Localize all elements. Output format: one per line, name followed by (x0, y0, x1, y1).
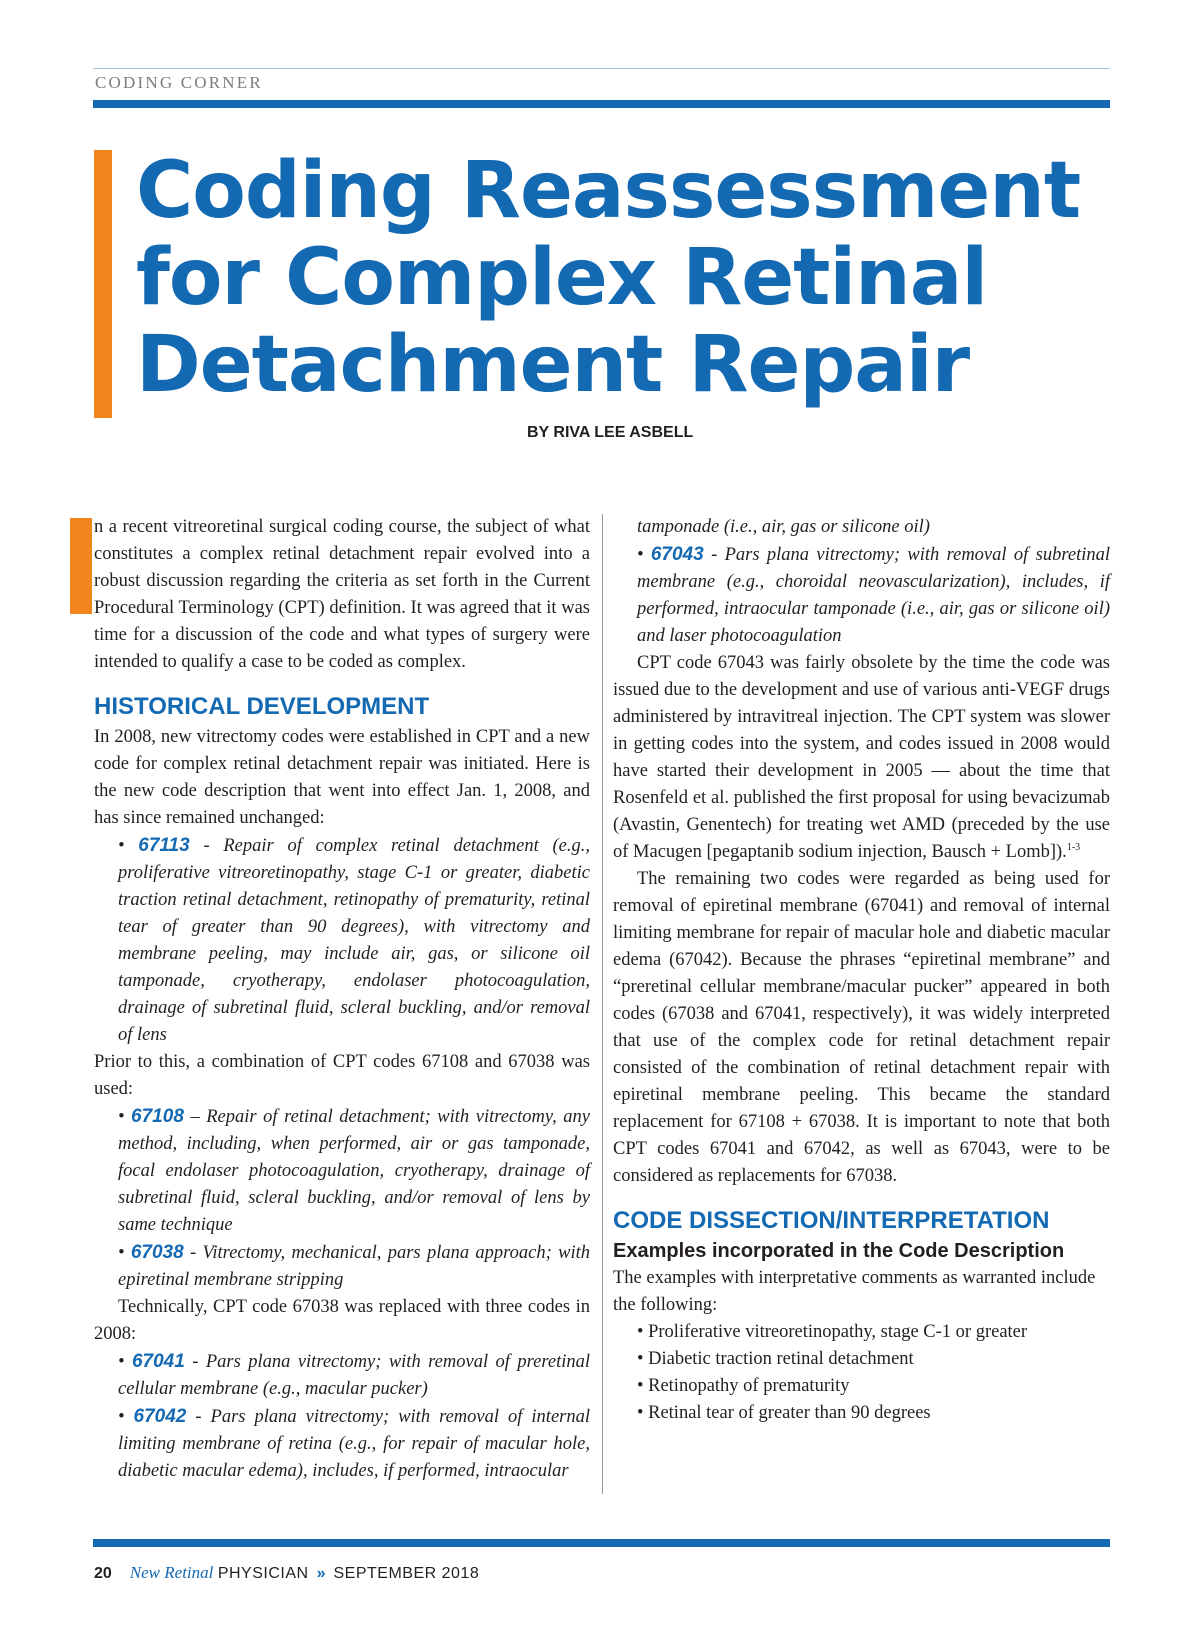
intro-paragraph: n a recent vitreoretinal surgical coding course, the subject of what constitutes a complex retinal detachment repair evolved into a robust discussion regarding the criteria as set forth in the Current Procedural Terminology (CPT) definition. It was agreed that it was time for a discussion of the code and what types of surgery were intended to qualify a case to be coded as complex. (94, 517, 590, 672)
header-thick-rule (93, 100, 1110, 108)
list-item: • Retinal tear of greater than 90 degrees (637, 1400, 1110, 1427)
code-entry-continuation: tamponade (i.e., air, gas or silicone oil) (637, 517, 930, 537)
subheading-examples: Examples incorporated in the Code Description (613, 1240, 1065, 1262)
left-column (94, 514, 590, 1485)
page-number: 20 (94, 1565, 112, 1582)
paragraph: The remaining two codes were regarded as being used for removal of epiretinal membrane (67041) and removal of internal limiting membrane for repair of macular hole and diabetic macular edema (67042). Because the phrases “epiretinal membrane” and “preretinal cellular membrane/macular pucker” appeared in both codes (67038 and 67041, respectively), it was widely interpreted that use of the complex code for retinal detachment repair consisted of the combination of retinal detachment repair with epiretinal membrane peeling. This became the standard replacement for 67108 + 67038. It is important to note that both CPT codes 67041 and 67042, as well as 67043, were to be considered as replacements for 67038. (613, 869, 1110, 1186)
code-number: 67043 (650, 544, 704, 565)
issue-date: SEPTEMBER 2018 (333, 1565, 480, 1582)
paragraph: Technically, CPT code 67038 was replaced with three codes in 2008: (94, 1297, 590, 1344)
magazine-name-caps: PHYSICIAN (217, 1565, 309, 1582)
section-label: CODING CORNER (95, 73, 263, 92)
code-number: 67042 (133, 1406, 187, 1427)
code-entry-67042: • 67042 - Pars plana vitrectomy; with removal of internal limiting membrane of retina (e.g., for repair of macular hole, diabetic macular edema), includes, if performed, intraocular (118, 1406, 590, 1481)
title-line-3: Detachment Repair (136, 320, 970, 410)
code-number: 67108 (131, 1106, 184, 1127)
code-number: 67113 (138, 835, 190, 856)
list-item: • Proliferative vitreoretinopathy, stage C-1 or greater (637, 1319, 1110, 1346)
separator-icon: » (316, 1565, 326, 1582)
paragraph: Prior to this, a combination of CPT codes 67108 and 67038 was used: (94, 1052, 590, 1099)
code-number: 67041 (131, 1351, 185, 1372)
heading-code-dissection: CODE DISSECTION/INTERPRETATION (613, 1207, 1050, 1234)
page-footer (94, 1563, 479, 1583)
code-entry-67108: • 67108 – Repair of retinal detachment; with vitrectomy, any method, including, when performed, air or gas tamponade, focal endolaser photocoagulation, cryotherapy, drainage of subretinal fluid, scleral buckling, and/or removal of lens by same technique (118, 1106, 590, 1235)
title-line-1: Coding Reassessment (136, 146, 1081, 236)
list-item: • Retinopathy of prematurity (637, 1373, 1110, 1400)
code-entry-67041: • 67041 - Pars plana vitrectomy; with removal of preretinal cellular membrane (e.g., macular pucker) (118, 1351, 590, 1399)
examples-list (613, 1319, 1110, 1427)
reference-superscript: 1-3 (1066, 841, 1081, 853)
magazine-name-italic: New Retinal (129, 1563, 214, 1582)
paragraph: The examples with interpretative comments as warranted include the following: (613, 1268, 1096, 1315)
code-entry-67043: • 67043 - Pars plana vitrectomy; with removal of subretinal membrane (e.g., choroidal neovascularization), includes, if performed, intraocular tamponade (i.e., air, gas or silicone oil) and laser photocoagulation (637, 544, 1110, 646)
list-item: • Diabetic traction retinal detachment (637, 1346, 1110, 1373)
footer-rule (93, 1539, 1110, 1547)
header-top-rule (93, 68, 1110, 69)
paragraph: In 2008, new vitrectomy codes were established in CPT and a new code for complex retinal detachment repair was initiated. Here is the new code description that went into effect Jan. 1, 2008, and has since remained unchanged: (94, 727, 590, 828)
code-number: 67038 (130, 1242, 184, 1263)
heading-historical-development: HISTORICAL DEVELOPMENT (94, 693, 430, 720)
title-line-2: for Complex Retinal (136, 233, 988, 323)
paragraph: CPT code 67043 was fairly obsolete by the time the code was issued due to the development and use of various anti-VEGF drugs administered by intravitreal injection. The CPT system was slower in getting codes into the system, and codes issued in 2008 would have started their development in 2005 — about the time that Rosenfeld et al. published the first proposal for using bevacizumab (Avastin, Genentech) for treating wet AMD (preceded by the use of Macugen [pegaptanib sodium injection, Bausch + Lomb]).$^{1-3}$ (613, 653, 1110, 862)
byline: BY RIVA LEE ASBELL (527, 424, 694, 441)
drop-cap-bar (70, 518, 92, 614)
title-accent-bar (94, 150, 112, 418)
code-entry-67038: • 67038 - Vitrectomy, mechanical, pars plana approach; with epiretinal membrane stripping (118, 1242, 590, 1290)
right-column (613, 514, 1110, 1427)
column-divider (602, 514, 603, 1494)
article-title (136, 148, 1126, 409)
code-entry-67113: • 67113 - Repair of complex retinal detachment (e.g., proliferative vitreoretinopathy, stage C-1 or greater, diabetic traction retinal detachment, retinopathy of prematurity, retinal tear of greater than 90 degrees), with vitrectomy and membrane peeling, may include air, gas, or silicone oil tamponade, cryotherapy, endolaser photocoagulation, drainage of subretinal fluid, scleral buckling, and/or removal of lens (118, 835, 590, 1045)
